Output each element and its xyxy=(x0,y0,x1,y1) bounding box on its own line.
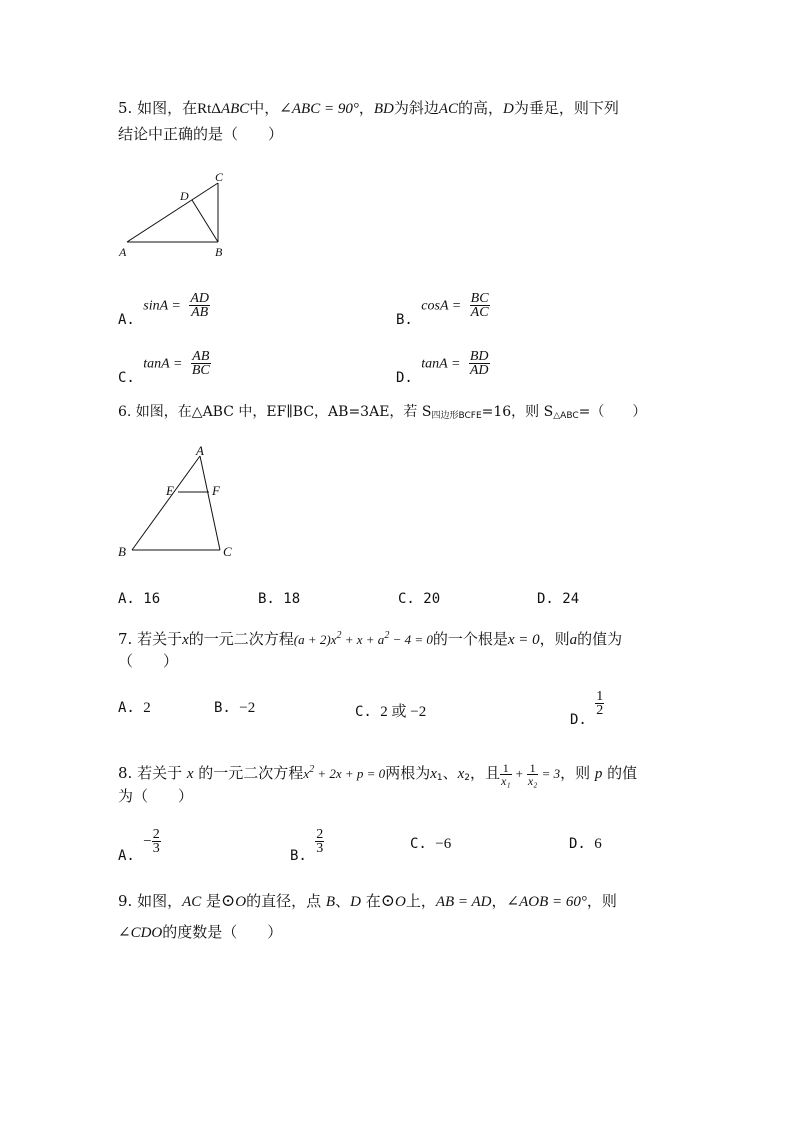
q7-option-c[interactable] xyxy=(355,700,426,721)
q5-option-b[interactable] xyxy=(396,292,490,328)
q8-text: 的值 xyxy=(602,764,638,782)
frac-num: 1 xyxy=(500,762,512,775)
option-label: D. xyxy=(570,711,587,728)
option-value: 2 或 −2 xyxy=(380,704,427,720)
q5-text: ， xyxy=(358,99,374,117)
q9-b: B xyxy=(325,894,336,910)
q8-text: 、 xyxy=(442,764,458,782)
option-fraction xyxy=(315,828,324,855)
q9-text: 是 xyxy=(201,892,222,910)
q5-text: 中， xyxy=(249,99,280,117)
q9-d: D xyxy=(350,894,361,910)
q8-text: 的一元二次方程 xyxy=(193,764,304,782)
q8-option-d[interactable] xyxy=(569,836,602,853)
option-value: 18 xyxy=(283,591,301,607)
eq-sup: 2 xyxy=(309,764,315,775)
q5-stem-line2: 结论中正确的是（ ） xyxy=(118,125,284,143)
q6-option-c[interactable] xyxy=(398,591,440,607)
q5-text: 的高， xyxy=(458,99,504,117)
q7-option-a[interactable] xyxy=(118,700,151,717)
q9-text: 、 xyxy=(335,892,351,910)
option-label: A. xyxy=(118,591,135,607)
q9-angle: ∠CDO xyxy=(118,925,163,941)
eq-sup: 2 xyxy=(336,630,342,641)
eq-part: − 4 = 0 xyxy=(389,632,433,647)
q8-plus: + xyxy=(511,766,527,781)
q8-x1: x xyxy=(430,766,437,782)
q5-triangle-figure xyxy=(112,168,242,263)
q9-o: O xyxy=(235,894,247,910)
q7-text: ，则 xyxy=(539,630,570,648)
q8-x1-sub: 1 xyxy=(436,773,443,783)
option-label: A. xyxy=(118,700,135,716)
option-label: B. xyxy=(258,591,275,607)
q9-stem-line2 xyxy=(118,922,282,943)
option-func: tanA = xyxy=(143,356,183,372)
option-label: B. xyxy=(214,700,231,716)
q9-text: ， xyxy=(491,892,507,910)
q5-label-a: A xyxy=(119,245,127,259)
frac-den: AC xyxy=(470,305,489,320)
frac-num: 2 xyxy=(316,827,324,842)
eq-part: x xyxy=(303,766,310,781)
q5-label-b: B xyxy=(215,245,223,259)
frac-den: AD xyxy=(469,363,489,378)
frac-den: 3 xyxy=(152,841,160,856)
q8-fraction-2 xyxy=(527,762,539,787)
q6-label-f: F xyxy=(212,483,220,498)
q7-option-b[interactable] xyxy=(214,700,255,717)
frac-num: 1 xyxy=(596,689,604,704)
q8-option-b[interactable] xyxy=(290,828,324,864)
q5-rt: Rt xyxy=(197,101,212,117)
q6-subscript-quad: 四边形BCFE xyxy=(431,411,482,421)
q8-text: ，且 xyxy=(470,764,501,782)
option-value: 24 xyxy=(562,591,580,607)
option-sign: − xyxy=(143,833,152,850)
q6-option-b[interactable] xyxy=(258,591,300,607)
q5-text: 5. 如图，在 xyxy=(118,99,198,117)
option-label: D. xyxy=(537,591,554,607)
q8-x: x xyxy=(186,766,194,782)
q8-text: 8. 若关于 xyxy=(118,764,187,782)
frac-den: x₁ xyxy=(501,773,511,788)
option-label: B. xyxy=(290,847,307,864)
option-fraction xyxy=(595,690,604,717)
q9-text: 9. 如图， xyxy=(118,892,183,910)
option-value: 6 xyxy=(594,836,602,852)
frac-num: BD xyxy=(469,349,489,364)
q5-text: 为垂足，则下列 xyxy=(513,99,619,117)
q6-stem xyxy=(118,402,646,426)
option-fraction xyxy=(152,828,161,855)
q5-label-c: C xyxy=(215,170,224,184)
q5-option-d[interactable] xyxy=(396,350,490,386)
frac-den: x₂ xyxy=(527,773,538,788)
q7-text: 7. 若关于 xyxy=(118,630,183,648)
option-label: A. xyxy=(118,847,135,864)
q8-x2: x xyxy=(457,766,465,782)
q8-eq-tail: = 3 xyxy=(538,766,561,781)
option-label: C. xyxy=(410,836,427,852)
q6-option-d[interactable] xyxy=(537,591,579,607)
q5-d: D xyxy=(503,101,514,117)
option-func: cosA = xyxy=(421,298,462,314)
q9-eq2: ∠AOB = 60° xyxy=(506,894,587,910)
q5-bd: BD xyxy=(373,101,394,117)
frac-den: AB xyxy=(191,305,209,320)
q5-altitude-bd xyxy=(192,200,218,242)
q8-stem-line1 xyxy=(118,760,637,788)
q5-triangle-symbol: Δ xyxy=(211,101,221,117)
option-label: A. xyxy=(118,311,135,328)
q6-side-ab xyxy=(132,456,200,550)
frac-num: BC xyxy=(470,291,489,306)
frac-num: AB xyxy=(192,349,210,364)
q7-root: x = 0 xyxy=(507,632,540,648)
option-value: −6 xyxy=(435,836,452,852)
option-value: 2 xyxy=(143,700,151,716)
frac-num: 1 xyxy=(527,762,539,775)
option-label: B. xyxy=(396,311,413,328)
eq-part: + x + a xyxy=(341,632,385,647)
q6-label-e: E xyxy=(166,483,174,498)
q7-equation xyxy=(294,632,433,647)
eq-sup: 2 xyxy=(384,630,390,641)
q6-side-ac xyxy=(200,456,220,550)
option-fraction xyxy=(469,350,490,377)
q9-text: 的直径，点 xyxy=(246,892,326,910)
q6-label-a: A xyxy=(196,443,204,458)
q6-label-b: B xyxy=(118,544,126,559)
q7-text: 的一元二次方程 xyxy=(188,630,294,648)
q9-ac: AC xyxy=(182,894,202,910)
q8-option-a[interactable] xyxy=(118,828,161,864)
q6-text: =16，则 S xyxy=(481,404,554,420)
q7-stem-line2: （ ） xyxy=(118,652,179,670)
eq-part: + 2x + p = 0 xyxy=(314,766,386,781)
q5-text: 为斜边 xyxy=(393,99,439,117)
q7-option-d[interactable] xyxy=(570,690,604,728)
q8-text: 两根为 xyxy=(385,764,431,782)
option-label: D. xyxy=(569,836,586,852)
option-label: D. xyxy=(396,369,413,386)
q6-subscript-tri: △ABC xyxy=(553,411,579,421)
option-fraction xyxy=(470,292,490,319)
circle-dot-icon: ⊙ xyxy=(380,891,395,910)
option-func: tanA = xyxy=(421,356,461,372)
q5-label-d: D xyxy=(180,189,189,203)
frac-den: 3 xyxy=(316,841,324,856)
eq-part: (a + 2)x xyxy=(293,632,337,647)
option-fraction xyxy=(189,292,210,319)
frac-den: 2 xyxy=(596,703,604,718)
q7-stem-line1 xyxy=(118,626,622,650)
frac-den: BC xyxy=(191,363,210,378)
option-value: 20 xyxy=(423,591,441,607)
q8-x2-sub: 2 xyxy=(464,773,471,783)
q6-triangle-figure xyxy=(112,442,242,562)
q5-stem-line1 xyxy=(118,98,619,119)
option-label: C. xyxy=(118,369,135,386)
option-label: C. xyxy=(355,704,372,720)
q8-option-c[interactable] xyxy=(410,836,451,853)
option-label: C. xyxy=(398,591,415,607)
q6-text: =（ ） xyxy=(578,404,647,420)
q9-text: 在 xyxy=(360,892,381,910)
q9-text: 的度数是（ ） xyxy=(162,923,283,941)
q5-abc: ABC xyxy=(220,101,250,117)
q9-eq1: AB = AD xyxy=(435,894,492,910)
q9-text: 上， xyxy=(405,892,436,910)
q9-o: O xyxy=(394,894,406,910)
q5-ac: AC xyxy=(438,101,459,117)
q8-equation xyxy=(303,766,385,781)
q7-text: 的一个根是 xyxy=(432,630,508,648)
option-func: sinA = xyxy=(143,298,181,314)
q8-fraction-1 xyxy=(500,762,512,787)
q8-stem-line2: 为（ ） xyxy=(118,787,194,805)
q6-label-c: C xyxy=(223,544,232,559)
circle-dot-icon: ⊙ xyxy=(221,891,236,910)
q5-side-ac xyxy=(127,183,218,242)
q5-option-a[interactable] xyxy=(118,292,210,328)
option-value: 16 xyxy=(143,591,161,607)
q7-x: x xyxy=(182,632,189,648)
q9-text: ，则 xyxy=(586,892,617,910)
option-value: −2 xyxy=(239,700,256,716)
q6-text: 6. 如图，在△ABC 中，EF∥BC，AB=3AE，若 S xyxy=(118,404,432,420)
option-fraction xyxy=(191,350,211,377)
frac-num: 2 xyxy=(152,827,160,842)
q9-stem-line1 xyxy=(118,891,617,912)
frac-num: AD xyxy=(190,291,209,306)
q6-option-a[interactable] xyxy=(118,591,160,607)
q7-a: a xyxy=(569,632,578,648)
q8-text: ，则 xyxy=(560,764,595,782)
q8-p: p xyxy=(594,766,603,782)
q7-text: 的值为 xyxy=(577,630,623,648)
q5-option-c[interactable] xyxy=(118,350,211,386)
q5-angle: ∠ABC = 90° xyxy=(279,101,359,117)
